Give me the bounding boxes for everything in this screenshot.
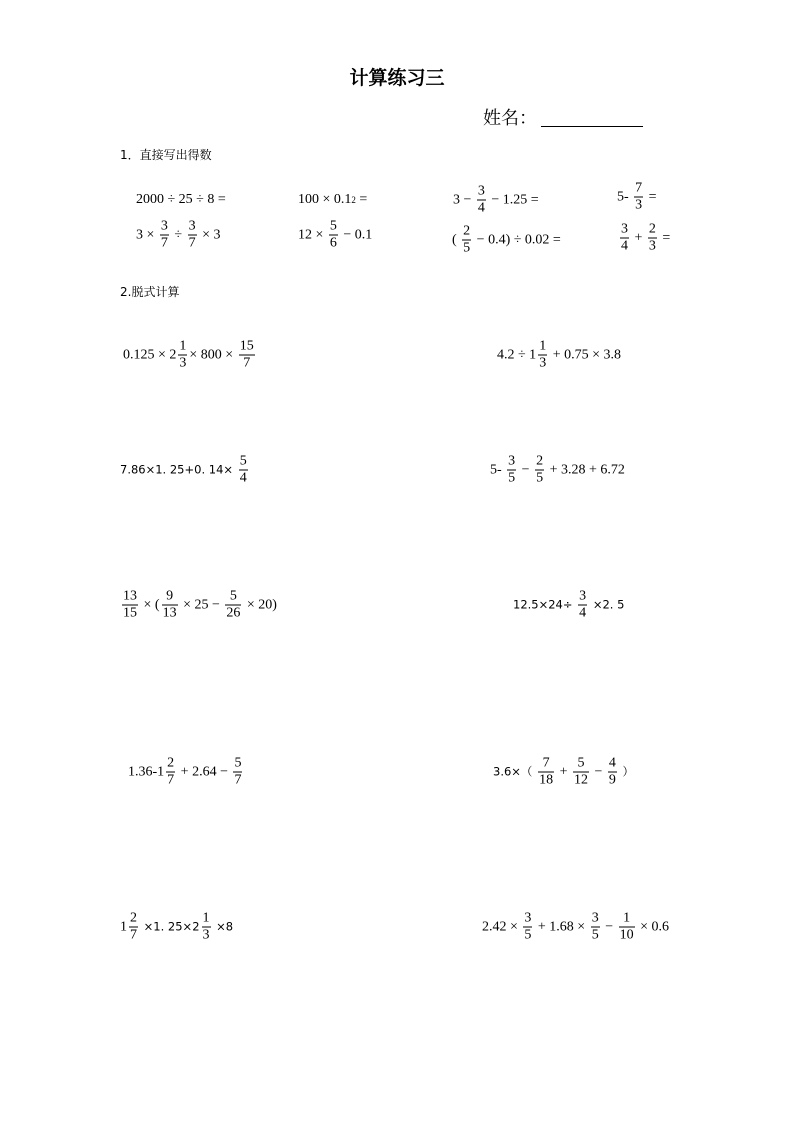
expression-text: 12.5×24÷ [513, 597, 577, 612]
expression-text: ×8 [212, 919, 234, 934]
fraction-numerator: 2 [130, 910, 137, 926]
fraction [122, 589, 138, 622]
fraction [160, 219, 169, 252]
fraction-denominator: 7 [167, 772, 175, 788]
expression-text: 1.36-1 [128, 764, 165, 779]
fraction-numerator: 3 [477, 183, 485, 199]
name-label: 姓名： [483, 108, 537, 129]
calc-problem [490, 454, 625, 487]
fraction [166, 756, 175, 789]
fraction-denominator: 5 [536, 470, 544, 486]
fraction [225, 589, 241, 622]
fraction-denominator: 6 [329, 235, 337, 251]
expression-text: 0.125 × 2 [123, 347, 177, 362]
fraction-numerator: 7 [542, 755, 550, 771]
fraction-numerator: 3 [508, 453, 516, 469]
fraction-denominator: 5 [524, 927, 532, 943]
oral-problem [136, 193, 226, 207]
fraction-denominator: 3 [202, 927, 210, 943]
fraction-denominator: 4 [579, 605, 587, 621]
expression-text: × ( [140, 597, 160, 612]
fraction-numerator: 5 [329, 218, 337, 234]
fraction-denominator: 4 [477, 200, 485, 216]
fraction-numerator: 1 [539, 338, 547, 354]
expression-text: + [631, 230, 646, 245]
fraction-numerator: 3 [160, 218, 168, 234]
fraction [535, 454, 544, 487]
expression-text: 4.2 ÷ 1 [497, 347, 537, 362]
fraction-numerator: 2 [536, 453, 544, 469]
fraction-denominator: 3 [648, 238, 656, 254]
fraction [239, 454, 248, 487]
expression-text: − 1.25 = [487, 192, 539, 207]
expression-text: − 0.1 [339, 227, 373, 242]
fraction [129, 911, 138, 944]
fraction-denominator: 7 [243, 355, 251, 371]
fraction [188, 219, 197, 252]
calc-problem [482, 911, 669, 944]
expression-text: = [645, 189, 657, 204]
fraction-denominator: 3 [179, 355, 187, 371]
fraction-denominator: 5 [463, 240, 471, 256]
fraction-denominator: 18 [539, 772, 554, 788]
fraction-denominator: 12 [574, 772, 588, 788]
fraction [477, 184, 486, 217]
expression-text: − [591, 764, 606, 779]
fraction-denominator: 7 [130, 927, 137, 943]
fraction [538, 339, 547, 372]
expression-text: ×2. 5 [589, 597, 625, 612]
fraction-numerator: 7 [635, 180, 643, 196]
fraction-denominator: 15 [123, 605, 137, 621]
oral-problem [136, 219, 221, 252]
fraction [202, 911, 211, 944]
expression-text: × 3 [198, 227, 221, 242]
fraction-numerator: 9 [166, 588, 174, 604]
fraction-numerator: 15 [239, 338, 254, 354]
fraction-denominator: 10 [619, 927, 634, 943]
fraction-denominator: 9 [608, 772, 616, 788]
fraction-denominator: 5 [591, 927, 599, 943]
name-blank-line[interactable] [541, 126, 643, 127]
calc-problem [128, 756, 244, 789]
fraction [578, 589, 587, 622]
expression-text: ÷ [170, 227, 186, 242]
fraction-numerator: 1 [623, 910, 631, 926]
fraction [573, 756, 589, 789]
calc-problem [123, 339, 257, 372]
expression-text: − 0.4) ÷ 0.02 = [473, 232, 561, 247]
expression-text: 1 [120, 919, 127, 934]
fraction-numerator: 5 [229, 588, 237, 604]
expression-text: ×1. 25×2 [140, 919, 200, 934]
expression-text: 5- [490, 462, 506, 477]
fraction-denominator: 7 [234, 772, 242, 788]
fraction-numerator: 3 [524, 910, 532, 926]
fraction-denominator: 4 [239, 470, 247, 486]
expression-text: ( [452, 232, 461, 247]
fraction-denominator: 13 [162, 605, 177, 621]
fraction-numerator: 5 [234, 755, 242, 771]
section-2-heading: 2.脱式计算 [120, 285, 180, 299]
fraction-numerator: 5 [239, 453, 247, 469]
fraction [523, 911, 532, 944]
expression-text: 100 × 0.1 [298, 192, 352, 207]
fraction-numerator: 1 [179, 338, 187, 354]
fraction-numerator: 5 [577, 755, 585, 771]
fraction [233, 756, 242, 789]
fraction [162, 589, 178, 622]
fraction-numerator: 1 [202, 910, 210, 926]
fraction-numerator: 3 [591, 910, 599, 926]
section-1-heading: 1．直接写出得数 [120, 148, 212, 162]
expression-text: + 3.28 + 6.72 [546, 462, 625, 477]
expression-text: × 25 − [179, 597, 224, 612]
fraction-numerator: 13 [123, 588, 137, 604]
fraction [239, 339, 255, 372]
expression-text: × 800 × [189, 347, 237, 362]
fraction [178, 339, 187, 372]
calc-problem [120, 454, 250, 487]
expression-text: × 20) [243, 597, 277, 612]
expression-text: − [601, 919, 617, 934]
expression-text: 3 − [453, 192, 475, 207]
expression-text: = [658, 230, 671, 245]
calc-problem [497, 339, 621, 372]
fraction-numerator: 3 [188, 218, 196, 234]
expression-text: = [355, 192, 368, 207]
calc-problem [120, 911, 233, 944]
expression-text: 2000 ÷ 25 ÷ 8 = [136, 192, 226, 207]
oral-problem [452, 224, 561, 257]
expression-text: 12 × [298, 227, 327, 242]
fraction-numerator: 2 [167, 755, 175, 771]
expression-text: 3 × [136, 227, 158, 242]
calc-problem [493, 756, 634, 789]
fraction-denominator: 4 [621, 238, 628, 254]
fraction [634, 181, 643, 214]
exponent: 2 [351, 194, 356, 205]
oral-problem [298, 193, 367, 207]
expression-text: ） [618, 764, 635, 779]
fraction [648, 222, 657, 255]
fraction-numerator: 3 [579, 588, 587, 604]
fraction-denominator: 5 [508, 470, 516, 486]
expression-text: + [556, 764, 571, 779]
expression-text: × 0.6 [636, 919, 670, 934]
fraction-numerator: 2 [648, 221, 656, 237]
expression-text: 3.6×（ [493, 764, 537, 779]
expression-text: + 2.64 − [177, 764, 232, 779]
fraction [620, 222, 629, 255]
fraction [507, 454, 516, 487]
fraction [608, 756, 617, 789]
fraction-denominator: 7 [160, 235, 168, 251]
expression-text: + 1.68 × [534, 919, 589, 934]
calc-problem [513, 589, 624, 622]
expression-text: 5- [617, 189, 633, 204]
fraction-numerator: 3 [621, 221, 628, 237]
fraction-numerator: 2 [463, 223, 471, 239]
oral-problem [617, 181, 657, 214]
fraction-denominator: 3 [539, 355, 547, 371]
fraction [619, 911, 635, 944]
fraction [462, 224, 471, 257]
fraction-denominator: 26 [226, 605, 241, 621]
fraction-numerator: 4 [608, 755, 616, 771]
fraction [591, 911, 600, 944]
oral-problem [298, 219, 372, 252]
fraction [329, 219, 338, 252]
expression-text: 2.42 × [482, 919, 522, 934]
oral-problem [618, 222, 670, 255]
fraction [538, 756, 554, 789]
expression-text: 7.86×1. 25+0. 14× [120, 462, 237, 477]
worksheet-title: 计算练习三 [349, 67, 445, 89]
oral-problem [453, 184, 539, 217]
fraction-denominator: 3 [635, 197, 643, 213]
calc-problem [120, 589, 277, 622]
expression-text: − [518, 462, 534, 477]
expression-text: + 0.75 × 3.8 [549, 347, 621, 362]
fraction-denominator: 7 [188, 235, 196, 251]
